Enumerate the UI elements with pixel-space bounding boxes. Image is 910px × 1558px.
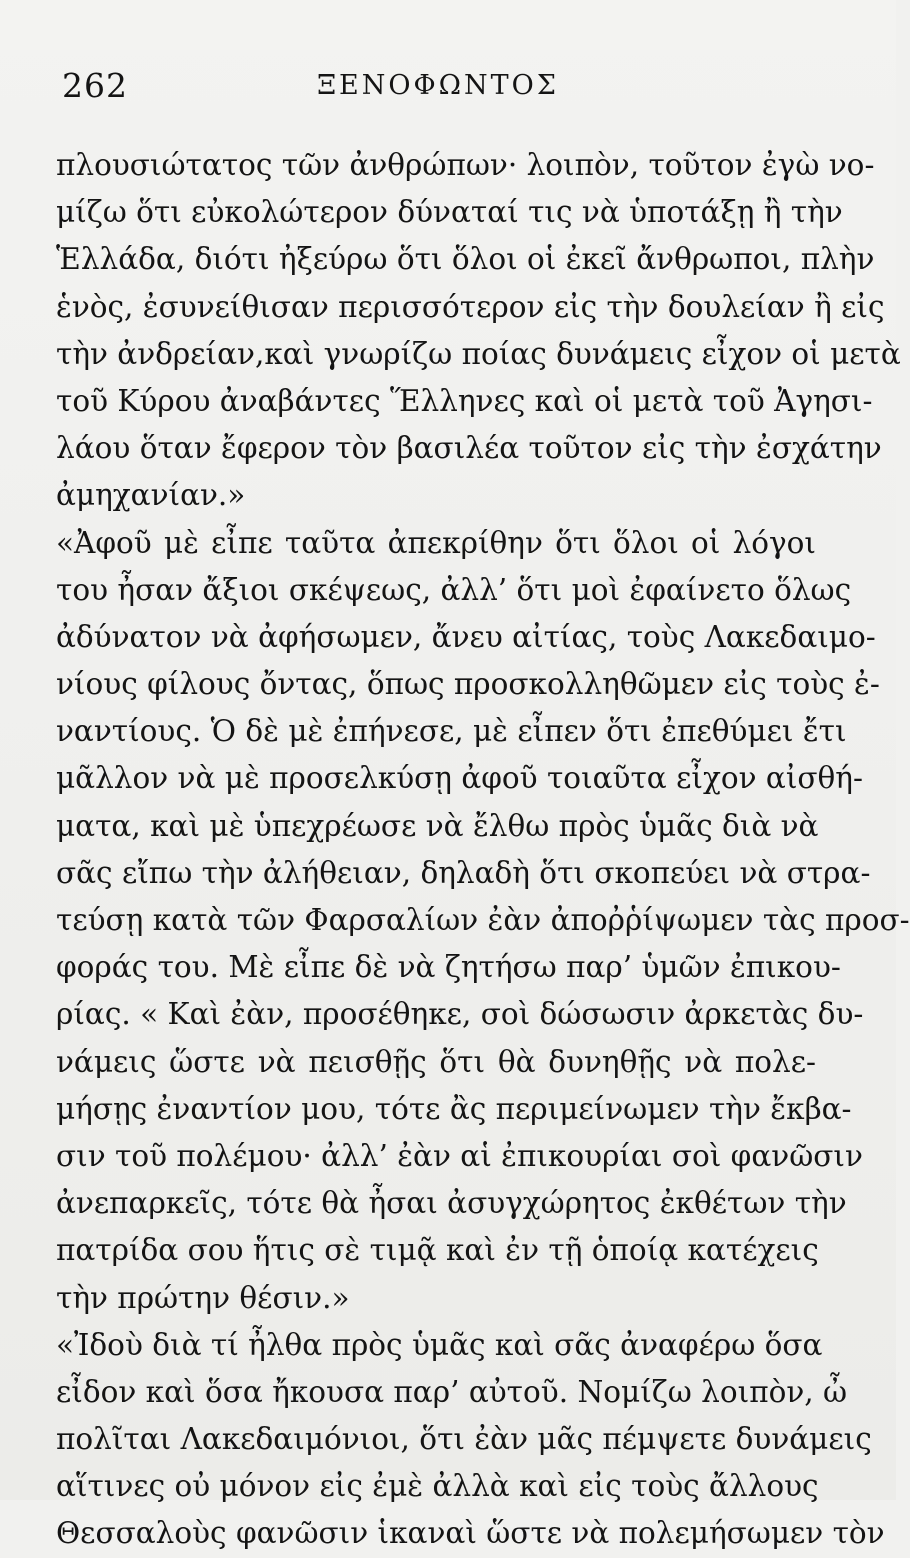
- text-line: τοῦ Κύρου ἀναβάντες Ἕλληνες καὶ οἱ μετὰ τοῦ Ἀγησι-: [56, 383, 873, 418]
- text-line: μίζω ὅτι εὐκολώτερον δύναταί τις νὰ ὑποτάξῃ ἢ τὴν: [56, 195, 843, 230]
- text-line: ἑνὸς, ἐσυνείθισαν περισσότερον εἰς τὴν δουλείαν ἢ εἰς: [56, 289, 885, 324]
- text-line: νίους φίλους ὄντας, ὅπως προσκολληθῶμεν εἰς τοὺς ἐ-: [56, 667, 880, 702]
- text-line: μήσῃς ἐναντίον μου, τότε ἂς περιμείνωμεν τὴν ἔκβα-: [56, 1091, 852, 1126]
- text-line: πατρίδα σου ἥτις σὲ τιμᾷ καὶ ἐν τῇ ὁποίᾳ κατέχεις: [56, 1233, 819, 1268]
- text-line: ἀδύνατον νὰ ἀφήσωμεν, ἄνευ αἰτίας, τοὺς Λακεδαιμο-: [56, 619, 876, 654]
- text-line: τὴν πρώτην θέσιν.»: [56, 1280, 350, 1315]
- text-line: πολῖται Λακεδαιμόνιοι, ὅτι ἐὰν μᾶς πέμψετε δυνάμεις: [56, 1422, 872, 1457]
- running-head: [62, 66, 814, 110]
- text-line: ἀνεπαρκεῖς, τότε θὰ ἦσαι ἀσυγχώρητος ἐκθέτων τὴν: [56, 1186, 847, 1221]
- text-line: σιν τοῦ πολέμου· ἀλλ’ ἐὰν αἱ ἐπικουρίαι σοὶ φανῶσιν: [56, 1138, 863, 1173]
- text-line: ναντίους. Ὁ δὲ μὲ ἐπήνεσε, μὲ εἶπεν ὅτι ἐπεθύμει ἔτι: [56, 714, 847, 749]
- page-number: 262: [62, 66, 128, 105]
- text-line: «Ἀφοῦ μὲ εἶπε ταῦτα ἀπεκρίθην ὅτι ὅλοι οἱ λόγοι: [56, 525, 816, 560]
- text-line: νάμεις ὥστε νὰ πεισθῇς ὅτι θὰ δυνηθῇς νὰ πολε-: [56, 1044, 816, 1079]
- text-line: του ἦσαν ἄξιοι σκέψεως, ἀλλ’ ὅτι μοὶ ἐφαίνετο ὅλως: [56, 572, 852, 607]
- text-line: φοράς του. Μὲ εἶπε δὲ νὰ ζητήσω παρ’ ὑμῶν ἐπικου-: [56, 950, 841, 985]
- running-title: ΞΕΝΟΦΩΝΤΟΣ: [317, 70, 559, 101]
- text-line: τὴν ἀνδρείαν,καὶ γνωρίζω ποίας δυνάμεις εἶχον οἱ μετὰ: [56, 336, 901, 371]
- text-line: Θεσσαλοὺς φανῶσιν ἱκαναὶ ὥστε νὰ πολεμήσωμεν τὸν: [56, 1516, 885, 1551]
- text-line: λάου ὅταν ἔφερον τὸν βασιλέα τοῦτον εἰς τὴν ἐσχάτην: [56, 431, 882, 466]
- text-line: ματα, καὶ μὲ ὑπεχρέωσε νὰ ἔλθω πρὸς ὑμᾶς διὰ νὰ: [56, 808, 819, 843]
- text-line: σᾶς εἴπω τὴν ἀλήθειαν, δηλαδὴ ὅτι σκοπεύει νὰ στρα-: [56, 855, 871, 890]
- text-line: εἶδον καὶ ὅσα ἤκουσα παρ’ αὐτοῦ. Νομίζω λοιπὸν, ὦ: [56, 1374, 848, 1409]
- text-line: ρίας. « Καὶ ἐὰν, προσέθηκε, σοὶ δώσωσιν ἀρκετὰς δυ-: [56, 997, 864, 1032]
- body-text: [56, 142, 910, 1558]
- text-line: τεύσῃ κατὰ τῶν Φαρσαλίων ἐὰν ἀποῤῥίψωμεν τὰς προσ-: [56, 903, 910, 937]
- text-line: πλουσιώτατος τῶν ἀνθρώπων· λοιπὸν, τοῦτον ἐγὼ νο-: [56, 148, 875, 182]
- text-line: μᾶλλον νὰ μὲ προσελκύσῃ ἀφοῦ τοιαῦτα εἶχον αἰσθή-: [56, 761, 863, 796]
- text-line: «Ἰδοὺ διὰ τί ἦλθα πρὸς ὑμᾶς καὶ σᾶς ἀναφέρω ὅσα: [56, 1327, 823, 1362]
- text-line: αἵτινες οὐ μόνον εἰς ἐμὲ ἀλλὰ καὶ εἰς τοὺς ἄλλους: [56, 1469, 819, 1504]
- text-line: ἀμηχανίαν.»: [56, 478, 246, 513]
- text-line: Ἑλλάδα, διότι ἠξεύρω ὅτι ὅλοι οἱ ἐκεῖ ἄνθρωποι, πλὴν: [56, 242, 875, 277]
